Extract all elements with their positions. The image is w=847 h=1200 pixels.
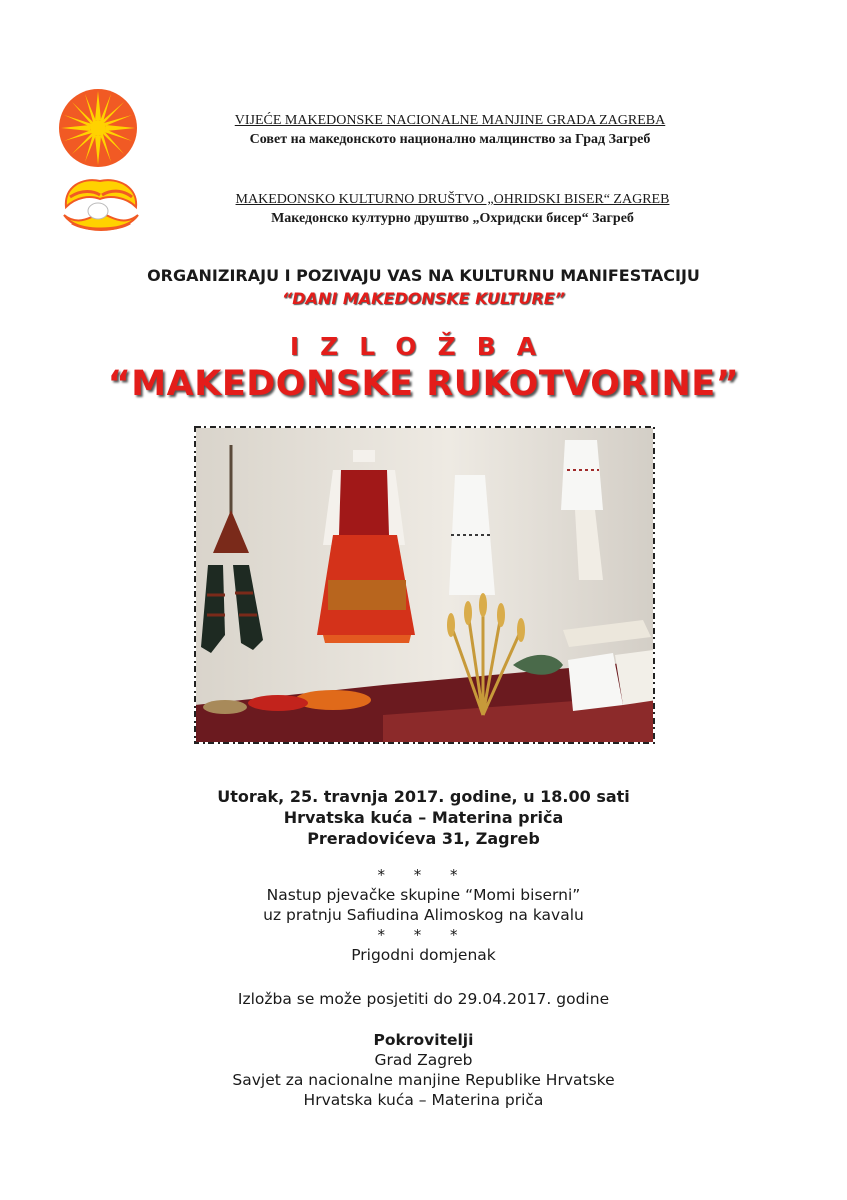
exhibition-label: IZLOŽBA — [289, 332, 558, 361]
program — [0, 865, 847, 965]
intro — [0, 264, 847, 310]
performance-line-1: Nastup pjevačke skupine “Momi biserni” — [266, 886, 581, 904]
date-time: Utorak, 25. travnja 2017. godine, u 18.00 sati — [217, 787, 630, 806]
event-details — [0, 786, 847, 849]
organizer-1-name-cyrillic: Совет на македонското национално малцинство за Град Загреб — [249, 132, 651, 147]
address: Preradovićeva 31, Zagreb — [307, 829, 540, 848]
exhibition-title: “MAKEDONSKE RUKOTVORINE” — [107, 364, 740, 404]
performance-line-2: uz pratnju Safiudina Alimoskog na kavalu — [263, 906, 584, 924]
separator-stars-2: * * * — [377, 926, 470, 944]
sun-emblem-icon — [57, 87, 139, 169]
patron-item: Grad Zagreb — [374, 1051, 473, 1069]
organizer-2-name-cyrillic: Македонско културно друштво „Охридски бисер“ Загреб — [271, 211, 634, 226]
event-name: “DANI MAKEDONSKE KULTURE” — [281, 289, 566, 308]
patrons-heading: Pokrovitelji — [373, 1031, 474, 1049]
patrons — [0, 1030, 847, 1110]
venue: Hrvatska kuća – Materina priča — [283, 808, 564, 827]
patron-item: Savjet za nacionalne manjine Republike Hrvatske — [232, 1071, 615, 1089]
exhibition-photo — [183, 415, 666, 755]
organizer-2-name-latin: MAKEDONSKO KULTURNO DRUŠTVO „OHRIDSKI BISER“ ZAGREB — [235, 192, 670, 207]
visit-until: Izložba se može posjetiti do 29.04.2017. godine — [237, 990, 610, 1008]
intro-line: ORGANIZIRAJU I POZIVAJU VAS NA KULTURNU MANIFESTACIJU — [147, 266, 700, 285]
organizer-1-name-latin: VIJEĆE MAKEDONSKE NACIONALNE MANJINE GRADA ZAGREBA — [234, 113, 666, 128]
pearl-shell-icon — [60, 175, 142, 241]
separator-stars: * * * — [377, 866, 470, 884]
patron-item: Hrvatska kuća – Materina priča — [303, 1091, 544, 1109]
reception: Prigodni domjenak — [351, 946, 496, 964]
